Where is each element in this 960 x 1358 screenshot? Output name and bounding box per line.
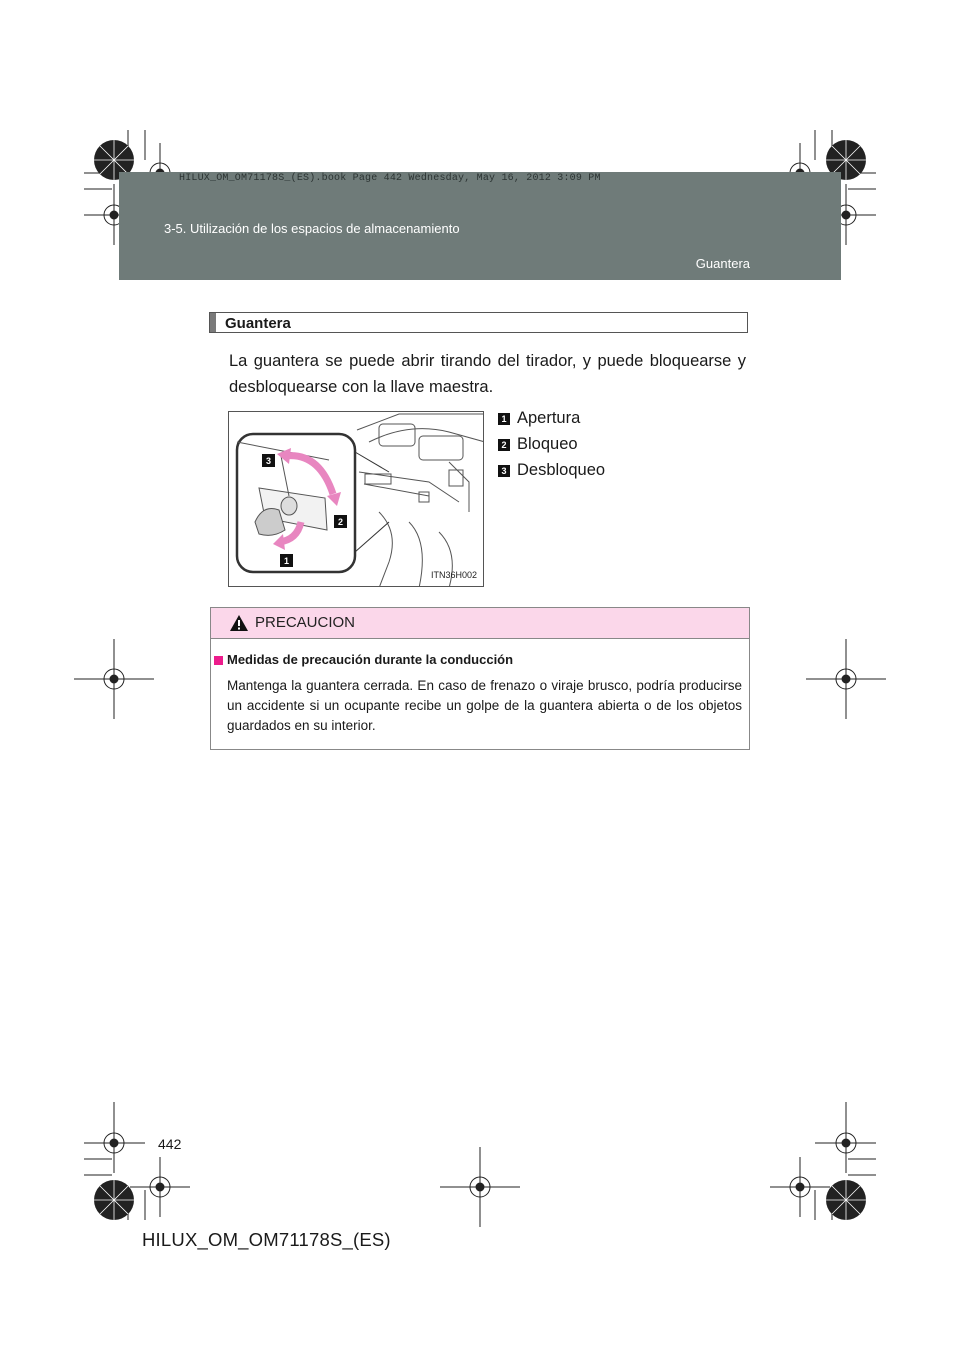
book-info-line: HILUX_OM_OM71178S_(ES).book Page 442 Wednesday, May 16, 2012 3:09 PM	[179, 173, 601, 184]
page-header	[119, 172, 841, 280]
section-title: 3-5. Utilización de los espacios de almacenamiento	[164, 221, 460, 236]
glovebox-illustration	[228, 411, 484, 587]
svg-text:3: 3	[265, 456, 272, 466]
subheading-bar	[210, 313, 216, 332]
legend-number: 1	[498, 413, 510, 425]
figure-code: ITN36H002	[430, 570, 477, 580]
caution-header	[211, 608, 749, 639]
bullet-square-icon	[214, 656, 223, 665]
caution-subtitle: Medidas de precaución durante la conducción	[227, 652, 514, 667]
svg-text:2: 2	[337, 517, 344, 527]
subheading-box	[209, 312, 748, 333]
document-code: HILUX_OM_OM71178S_(ES)	[142, 1229, 391, 1250]
legend-label: Desbloqueo	[517, 461, 606, 479]
subheading-title: Guantera	[225, 315, 291, 332]
caution-title: PRECAUCION	[255, 614, 356, 631]
legend-number: 2	[498, 439, 510, 451]
caution-text: Mantenga la guantera cerrada. En caso de frenazo o viraje brusco, podría producirse un accidente si un ocupante recibe un golpe de la guantera abierta o de los objetos guardados en su interior.	[227, 678, 742, 733]
legend-label: Apertura	[517, 409, 581, 427]
page-number: 442	[158, 1136, 182, 1152]
intro-paragraph: La guantera se puede abrir tirando del tirador, y puede bloquearse y desbloquearse con la llave maestra.	[229, 352, 746, 396]
legend-number: 3	[498, 465, 510, 477]
caution-box	[210, 607, 750, 750]
glovebox-drawing	[229, 412, 484, 587]
legend-label: Bloqueo	[517, 435, 578, 453]
svg-text:1: 1	[283, 556, 290, 566]
page-topic: Guantera	[695, 256, 750, 271]
warning-triangle-icon	[229, 614, 249, 632]
